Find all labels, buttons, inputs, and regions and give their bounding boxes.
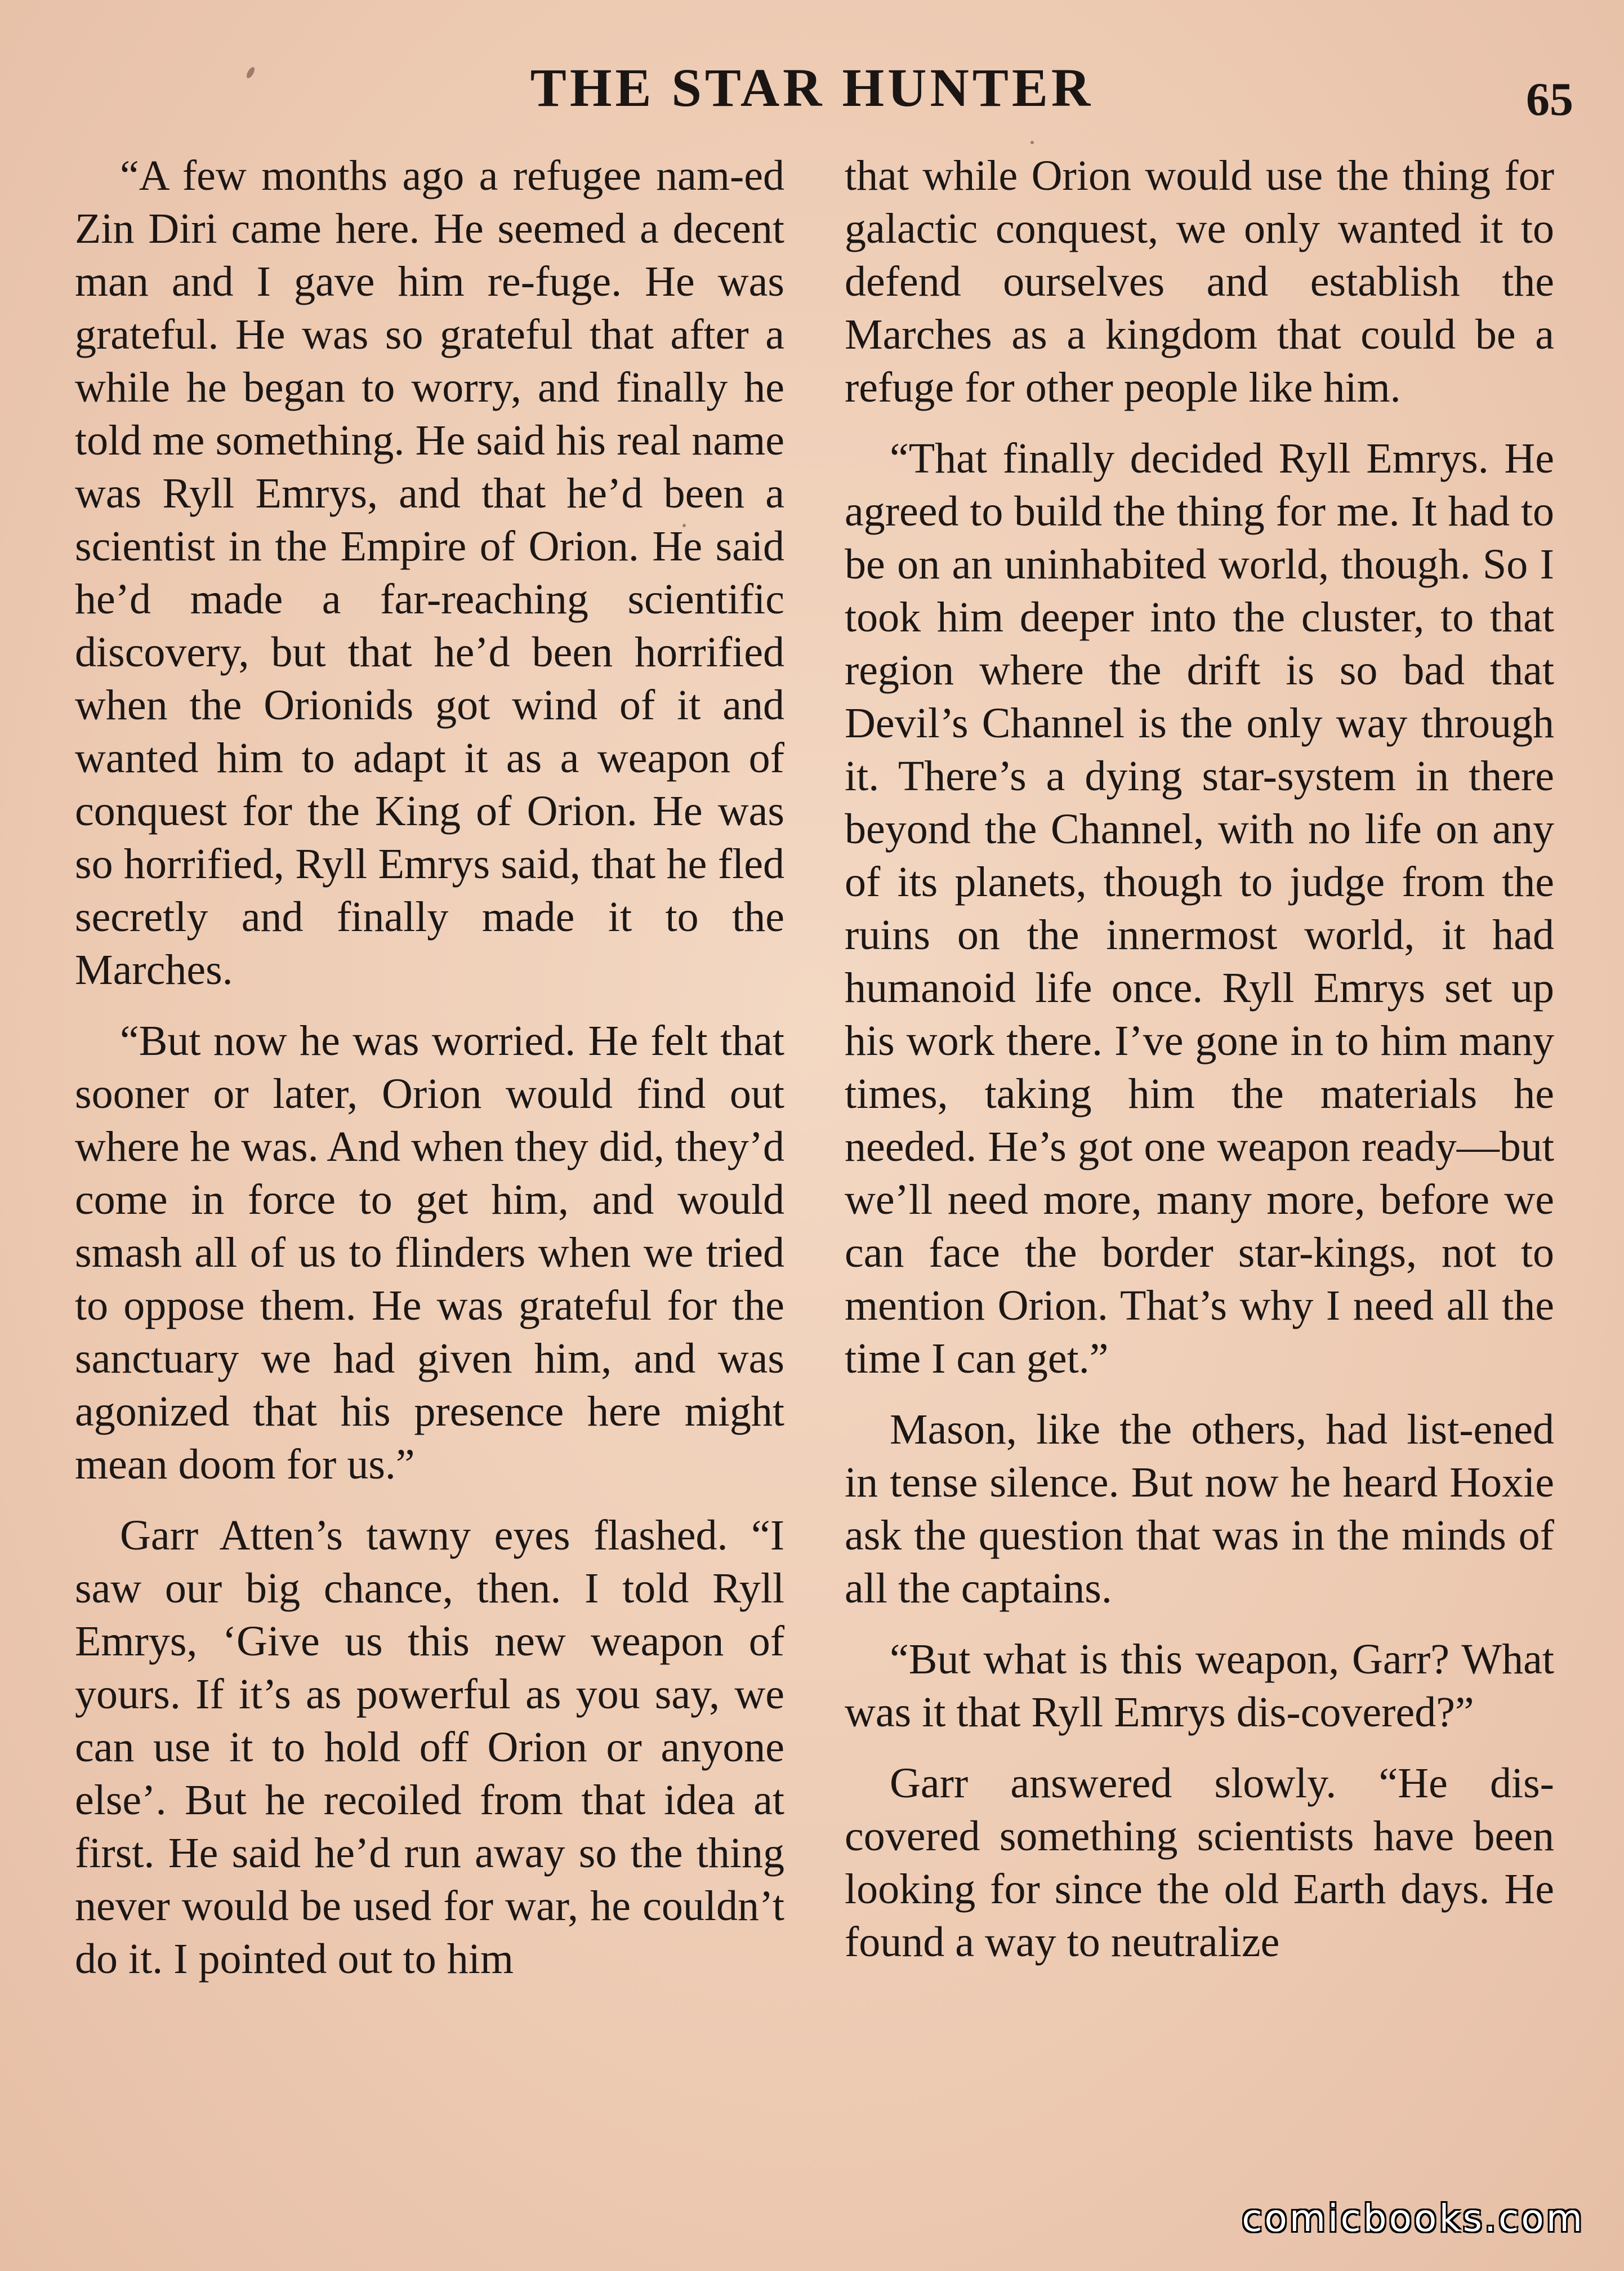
paragraph: “But now he was worried. He felt that sooner or later, Orion would find out where he was. And when they did, they’d come in force to get him, and would smash all of us to flinders when we tried to oppose them. He was grateful for the sanctuary we had given him, and was agonized that his presence here might mean doom for us.” <box>75 1017 785 1488</box>
paragraph: Mason, like the others, had list-ened in tense silence. But now he heard Hoxie ask the question that was in the minds of all the captains. <box>845 1406 1554 1612</box>
running-title: THE STAR HUNTER <box>530 57 1094 118</box>
paragraph: “That finally decided Ryll Emrys. He agreed to build the thing for me. It had to be on an uninhabited world, though. So I took him deeper into the cluster, to that region where the drift is so bad that Devil’s Channel is the only way through it. There’s a dying star-system in there beyond the Channel, with no life on any of its planets, though to judge from the ruins on the innermost world, it had humanoid life once. Ryll Emrys set up his work there. I’ve gone in to him many times, taking him the materials he needed. He’s got one weapon ready—but we’ll need more, many more, before we can face the border star-kings, not to mention Orion. That’s why I need all the time I can get.” <box>845 435 1554 1382</box>
right-column <box>845 149 1554 1987</box>
watermark: comicbooks.com <box>1242 2197 1585 2240</box>
paragraph: Garr Atten’s tawny eyes flashed. “I saw our big chance, then. I told Ryll Emrys, ‘Give us this new weapon of yours. If it’s as powerful as you say, we can use it to hold off Orion or anyone else’. But he recoiled from that idea at first. He said he’d run away so the thing never would be used for war, he couldn’t do it. I pointed out to him <box>75 1512 784 1983</box>
paragraph: “But what is this weapon, Garr? What was it that Ryll Emrys dis-covered?” <box>845 1636 1554 1736</box>
paragraph: “A few months ago a refugee nam-ed Zin Diri came here. He seemed a decent man and I gave him re-fuge. He was grateful. He was so grateful that after a while he began to worry, and finally he told me something. He said his real name was Ryll Emrys, and that he’d been a scientist in the Empire of Orion. He said he’d made a far-reaching scientific discovery, but that he’d been horrified when the Orionids got wind of it and wanted him to adapt it as a weapon of conquest for the King of Orion. He was so horrified, Ryll Emrys said, that he fled secretly and finally made it to the Marches. <box>75 152 784 994</box>
ink-speck <box>1030 141 1034 144</box>
paragraph: Garr answered slowly. “He dis-covered something scientists have been looking for since the old Earth days. He found a way to neutralize <box>845 1760 1554 1966</box>
left-column <box>75 149 784 2003</box>
page-number: 65 <box>1526 73 1573 126</box>
paragraph: that while Orion would use the thing for galactic conquest, we only wanted it to defend ourselves and establish the Marches as a kingdom that could be a refuge for other people like him. <box>845 152 1554 411</box>
